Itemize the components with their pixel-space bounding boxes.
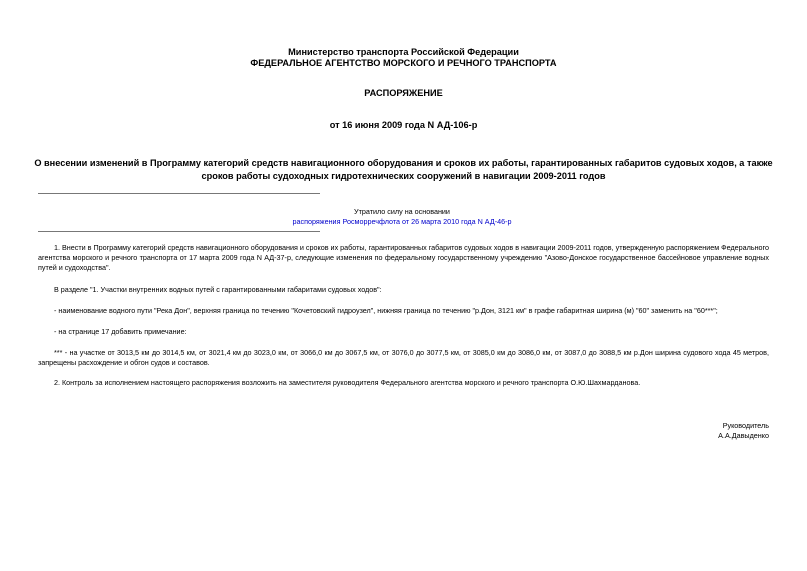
ministry-name: Министерство транспорта Российской Федерации [288,47,519,57]
paragraph-waterway: - наименование водного пути "Река Дон", верхняя граница по течению "Кочетовский гидроузел", нижняя граница по течению "р.Дон, 3121 км" в графе габаритная ширина (м) "60" заменить на "60***"; [54,306,718,315]
divider-top [38,193,320,194]
signature-name: А.А.Давыденко [718,431,769,440]
document-date: от 16 июня 2009 года N АД-106-р [329,120,478,130]
paragraph-note: *** - на участке от 3013,5 км до 3014,5 км, от 3021,4 км до 3023,0 км, от 3066,0 км до 3067,5 км, от 3076,0 до 3077,5 км, от 3085,0 км до 3086,0 км, от 3087,0 до 3088,5 км р.Дон ширина судового хода 45 метров, запрещены расхождение и обгон судов и составов. [38,348,769,367]
paragraph-1: 1. Внести в Программу категорий средств навигационного оборудования и сроков их работы, гарантированных габаритов судовых ходов в навигации 2009-2011 годов, утвержденную распоряжением Федерального агентства морского и речного транспорта от 17 марта 2009 года N АД-37-р, следующие изменения по федеральному государственному учреждению "Азово-Донское государственное бассейновое управление водных путей и судоходства". [38,243,770,272]
paragraph-section: В разделе "1. Участки внутренних водных путей с гарантированными габаритами судовых ходов": [54,285,382,294]
paragraph-page17: - на странице 17 добавить примечание: [54,327,187,336]
lapse-link[interactable]: распоряжения Росморречфлота от 26 марта 2010 года N АД-46-р [292,217,512,226]
lapse-note: Утратило силу на основании [354,207,450,216]
signature-title: Руководитель [722,421,769,430]
divider-bottom [38,231,320,232]
agency-name: ФЕДЕРАЛЬНОЕ АГЕНТСТВО МОРСКОГО И РЕЧНОГО ТРАНСПОРТА [250,58,557,68]
paragraph-2: 2. Контроль за исполнением настоящего распоряжения возложить на заместителя руководителя Федерального агентства морского и речного транспорта О.Ю.Шахмарданова. [54,378,641,387]
document-type: РАСПОРЯЖЕНИЕ [364,88,443,98]
document-subject: О внесении изменений в Программу категорий средств навигационного оборудования и сроков их работы, гарантированных габаритов судовых ходов, а также сроков работы судоходных гидротехнических сооружений в навигации 2009-2011 годов [34,158,773,181]
